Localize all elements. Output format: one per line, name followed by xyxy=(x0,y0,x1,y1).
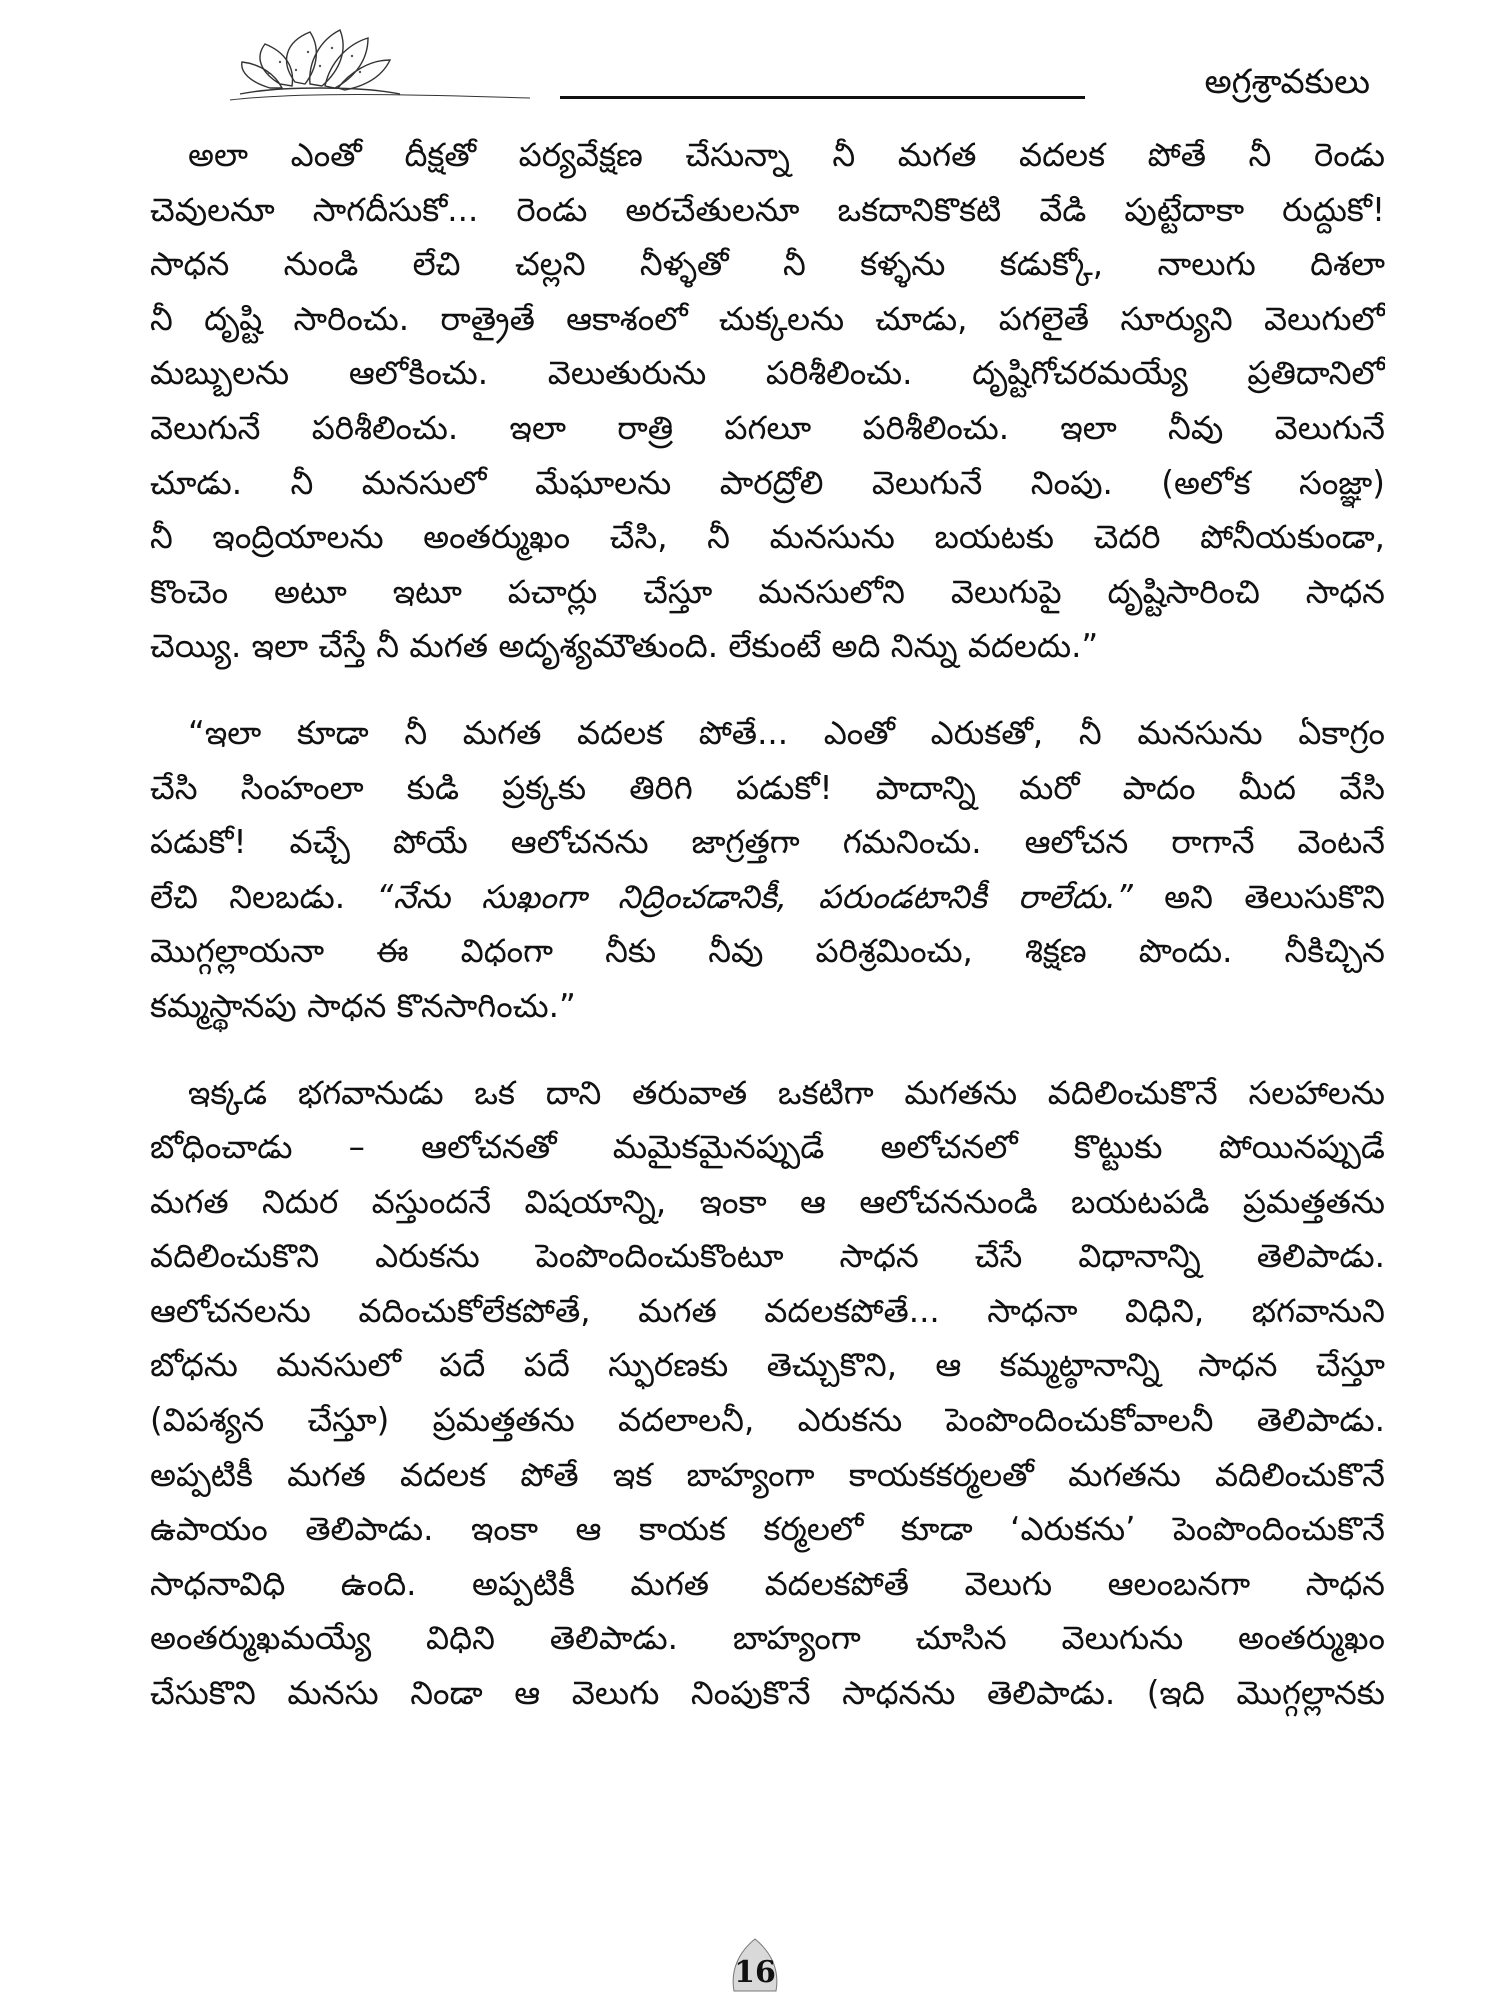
text-line: కొంచెం అటూ ఇటూ పచార్లు చేస్తూ మనసులోని వెలుగుపై దృష్టిసారించి సాధన xyxy=(150,572,1385,611)
text-line: ఇక్కడ భగవానుడు ఒక దాని తరువాత ఒకటిగా మగతను వదిలించుకొనే సలహాలను xyxy=(188,1073,1385,1112)
page-header xyxy=(0,0,1500,115)
text-line: చెయ్యి. ఇలా చేస్తే నీ మగత అదృశ్యమౌతుంది. లేకుంటే అది నిన్ను వదలదు.” xyxy=(150,627,1099,666)
text-line: వదిలించుకొని ఎరుకను పెంపొందించుకొంటూ సాధన చేసే విధానాన్ని తెలిపాడు. xyxy=(150,1237,1385,1276)
text-line: చేసుకొని మనసు నిండా ఆ వెలుగు నింపుకొనే సాధనను తెలిపాడు. (ఇది మొగ్గల్లానకు xyxy=(150,1674,1385,1713)
paragraph-1 xyxy=(150,128,1385,674)
text-line: సాధనావిధి ఉంది. అప్పటికీ మగత వదలకపోతే వెలుగు ఆలంబనగా సాధన xyxy=(150,1564,1385,1603)
text-line: పడుకో! వచ్చే పోయే ఆలోచనను జాగ్రత్తగా గమనించు. ఆలోచన రాగానే వెంటనే xyxy=(150,823,1385,862)
lotus-icon xyxy=(200,22,530,112)
text-line: చూడు. నీ మనసులో మేఘాలను పారద్రోలి వెలుగునే నింపు. (అలోక సంజ్ఞా) xyxy=(150,463,1385,502)
text-line: (విపశ్యన చేస్తూ) ప్రమత్తతను వదలాలనీ, ఎరుకను పెంపొందించుకోవాలనీ తెలిపాడు. xyxy=(150,1401,1385,1440)
text-line: మగత నిదుర వస్తుందనే విషయాన్ని, ఇంకా ఆ ఆలోచననుండి బయటపడి ప్రమత్తతను xyxy=(150,1182,1385,1221)
text-line: కమ్మస్థానపు సాధన కొనసాగించు.” xyxy=(150,986,576,1025)
text-line: ఆలోచనలను వదించుకోలేకపోతే, మగత వదలకపోతే... సాధనా విధిని, భగవానుని xyxy=(150,1291,1385,1330)
text-segment: లేచి నిలబడు. xyxy=(150,877,377,916)
text-line: నీ దృష్టి సారించు. రాత్రైతే ఆకాశంలో చుక్కలను చూడు, పగలైతే సూర్యుని వెలుగులో xyxy=(150,299,1385,338)
paragraph-3 xyxy=(150,1066,1385,1721)
text-line: వెలుగునే పరిశీలించు. ఇలా రాత్రి పగలూ పరిశీలించు. ఇలా నీవు వెలుగునే xyxy=(150,408,1385,447)
running-header-title: అగ్రశ్రావకులు xyxy=(1204,62,1370,102)
text-line-with-quote xyxy=(150,870,1385,925)
text-segment: అని తెలుసుకొని xyxy=(1132,877,1385,916)
text-line: అలా ఎంతో దీక్షతో పర్యవేక్షణ చేసున్నా నీ మగత వదలక పోతే నీ రెండు xyxy=(188,136,1385,174)
text-line: చెవులనూ సాగదీసుకో... రెండు అరచేతులనూ ఒకదానికొకటి వేడి పుట్టేదాకా రుద్దుకో! xyxy=(150,190,1385,229)
page-number-badge xyxy=(720,1935,790,1995)
text-line: మబ్బులను ఆలోకించు. వెలుతురును పరిశీలించు. దృష్టిగోచరమయ్యే ప్రతిదానిలో xyxy=(150,354,1385,393)
paragraph-2 xyxy=(150,706,1385,1034)
text-line: మొగ్గల్లాయనా ఈ విధంగా నీకు నీవు పరిశ్రమించు, శిక్షణ పొందు. నీకిచ్చిన xyxy=(150,932,1385,971)
italic-quote: “నేను సుఖంగా నిద్రించడానికీ, పరుండటానికీ రాలేదు.” xyxy=(376,877,1133,916)
text-line: చేసి సింహంలా కుడి ప్రక్కకు తిరిగి పడుకో! పాదాన్ని మరో పాదం మీద వేసి xyxy=(150,768,1385,807)
text-line: ఉపాయం తెలిపాడు. ఇంకా ఆ కాయక కర్మలలో కూడా ‘ఎరుకను’ పెంపొందించుకొనే xyxy=(150,1510,1385,1549)
text-line: సాధన నుండి లేచి చల్లని నీళ్ళతో నీ కళ్ళను కడుక్కో, నాలుగు దిశలా xyxy=(150,245,1385,284)
page-number: 16 xyxy=(734,1955,776,1990)
text-line: అప్పటికీ మగత వదలక పోతే ఇక బాహ్యంగా కాయకకర్మలతో మగతను వదిలించుకొనే xyxy=(150,1455,1385,1494)
text-line: బోధించాడు – ఆలోచనతో మమైకమైనప్పుడే అలోచనలో కొట్టుకు పోయినప్పుడే xyxy=(150,1128,1385,1167)
text-line: నీ ఇంద్రియాలను అంతర్ముఖం చేసి, నీ మనసును బయటకు చెదరి పోనీయకుండా, xyxy=(150,518,1385,557)
text-line: “ఇలా కూడా నీ మగత వదలక పోతే... ఎంతో ఎరుకతో, నీ మనసును ఏకాగ్రం xyxy=(188,713,1385,752)
text-line: బోధను మనసులో పదే పదే స్ఫురణకు తెచ్చుకొని, ఆ కమ్మట్ఠానాన్ని సాధన చేస్తూ xyxy=(150,1346,1385,1385)
text-line: అంతర్ముఖమయ్యే విధిని తెలిపాడు. బాహ్యంగా చూసిన వెలుగును అంతర్ముఖం xyxy=(150,1619,1385,1658)
body-text xyxy=(150,128,1385,1753)
header-rule xyxy=(560,96,1085,99)
